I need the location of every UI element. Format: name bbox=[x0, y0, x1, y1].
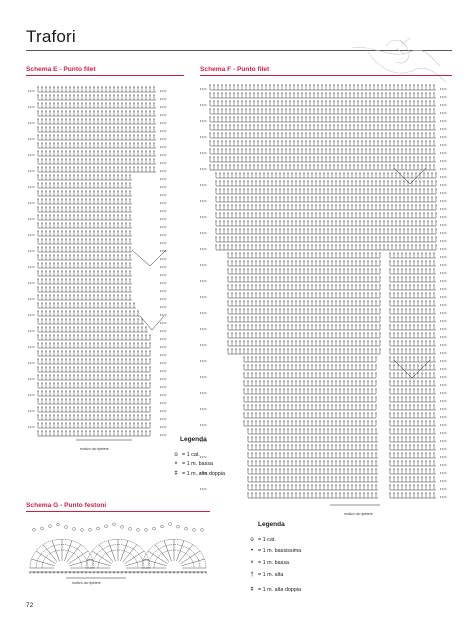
legend-large-text: = 1 cat. bbox=[258, 537, 276, 543]
schema-f-motif-label: motivo da ripetere bbox=[344, 512, 373, 516]
legend-small-text: = 1 cat. bbox=[182, 452, 200, 458]
page-title: Trafori bbox=[26, 27, 76, 46]
legend-large-row bbox=[246, 560, 289, 566]
slip-stitch-icon: • bbox=[250, 548, 254, 554]
single-crochet-icon: × bbox=[174, 461, 178, 467]
chain-icon: o bbox=[174, 452, 178, 458]
schema-e-motif-label: motivo da ripetere bbox=[80, 447, 109, 451]
double-treble-icon: ǂ bbox=[250, 587, 254, 593]
schema-g-label: Schema G - Punto festoni bbox=[26, 502, 107, 509]
chain-icon: o bbox=[250, 537, 254, 543]
legend-large-row bbox=[246, 587, 301, 593]
single-crochet-icon: × bbox=[250, 560, 254, 566]
legend-small-row bbox=[170, 452, 200, 458]
schema-e-label: Schema E - Punto filet bbox=[26, 66, 96, 73]
legend-large-row bbox=[246, 537, 276, 543]
legend-large-row bbox=[246, 548, 301, 554]
legend-small-text: = 1 m. bassa bbox=[182, 461, 214, 467]
legend-large-text: = 1 m. alta bbox=[258, 572, 284, 578]
page-number: 72 bbox=[26, 602, 34, 609]
legend-large-text: = 1 m. alta doppia bbox=[258, 587, 302, 593]
legend-large-title: Legenda bbox=[258, 521, 285, 528]
schema-f-label: Schema F - Punto filet bbox=[200, 66, 270, 73]
legend-large-text: = 1 m. bassa bbox=[258, 560, 290, 566]
legend-small-row bbox=[170, 461, 213, 467]
double-crochet-icon: † bbox=[250, 572, 254, 578]
double-treble-icon: ǂ bbox=[174, 471, 178, 477]
legend-large-text: = 1 m. bassissima bbox=[258, 548, 302, 554]
schema-g-motif-label: motivo da ripetere bbox=[72, 581, 101, 585]
legend-small-title: Legenda bbox=[180, 436, 207, 443]
legend-small-text: = 1 m. alta doppia bbox=[182, 471, 226, 477]
legend-large-row bbox=[246, 572, 283, 578]
legend-small-row bbox=[170, 471, 225, 477]
